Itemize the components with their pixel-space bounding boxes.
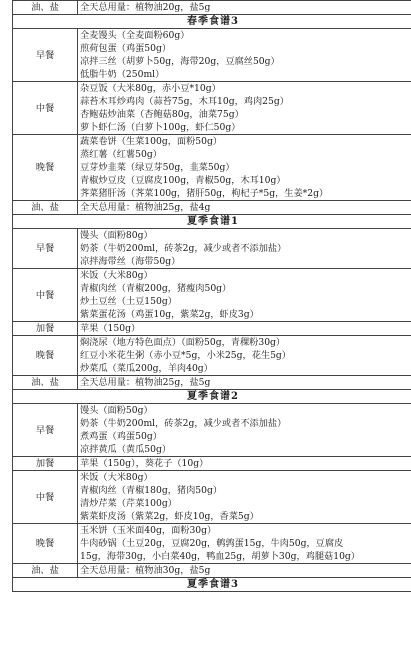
meal-row xyxy=(13,1,411,15)
meal-row xyxy=(13,29,411,82)
meal-label: 加餐 xyxy=(13,322,78,336)
dish-line: 凉拌黄瓜（黄瓜50g） xyxy=(80,444,172,455)
dish-line: 蔬菜卷饼（生菜100g，面粉50g） xyxy=(80,136,223,147)
dish-line: 杂豆饭（大米80g，赤小豆*10g） xyxy=(80,83,221,94)
meal-row xyxy=(13,201,411,215)
meal-row xyxy=(13,404,411,457)
meal-row xyxy=(13,376,411,390)
meal-content xyxy=(78,269,411,322)
meal-label: 油、盐 xyxy=(13,376,78,390)
dish-line: 苹果（150g） xyxy=(80,323,141,334)
dish-line: 凉拌海带丝（海带50g） xyxy=(80,256,181,267)
dish-line: 蒸红薯（红薯50g） xyxy=(80,149,162,160)
dish-line: 煎荷包蛋（鸡蛋50g） xyxy=(80,43,172,54)
dish-line: 奶茶（牛奶200ml，砖茶2g，减少或者不添加盐） xyxy=(80,243,287,254)
dish-line: 15g，海带30g，小白菜40g，鸭血25g，胡萝卜30g，鸡腿菇10g） xyxy=(80,551,360,562)
meal-label: 早餐 xyxy=(13,229,78,269)
meal-content xyxy=(78,524,411,564)
meal-row xyxy=(13,229,411,269)
section-title: 夏季食谱3 xyxy=(13,578,411,592)
recipe-table xyxy=(12,0,411,592)
meal-row xyxy=(13,524,411,564)
meal-label: 晚餐 xyxy=(13,135,78,201)
dish-line: 杏鲍菇炒油菜（杏鲍菇80g，油菜75g） xyxy=(80,109,244,120)
meal-label: 中餐 xyxy=(13,471,78,524)
dish-line: 焖浇尿（地方特色面点）（面粉50g，青稞粉30g） xyxy=(80,337,286,348)
section-title-row xyxy=(13,15,411,29)
meal-label: 油、盐 xyxy=(13,1,78,15)
meal-row xyxy=(13,471,411,524)
meal-label: 油、盐 xyxy=(13,201,78,215)
dish-line: 炒菜瓜（菜瓜200g，羊肉40g） xyxy=(80,363,213,374)
section-title: 夏季食谱2 xyxy=(13,390,411,404)
meal-content xyxy=(78,29,411,82)
meal-content xyxy=(78,201,411,215)
recipe-table-page xyxy=(12,0,407,592)
meal-row xyxy=(13,336,411,376)
dish-line: 低脂牛奶（250ml） xyxy=(80,69,165,80)
meal-row xyxy=(13,457,411,471)
dish-line: 煮鸡蛋（鸡蛋50g） xyxy=(80,431,162,442)
section-title: 春季食谱3 xyxy=(13,15,411,29)
meal-content xyxy=(78,1,411,15)
meal-content xyxy=(78,82,411,135)
meal-row xyxy=(13,564,411,578)
dish-line: 馒头（面粉80g） xyxy=(80,230,153,241)
section-title-row xyxy=(13,390,411,404)
meal-content xyxy=(78,336,411,376)
dish-line: 奶茶（牛奶200ml，砖茶2g，减少或者不添加盐） xyxy=(80,418,287,429)
dish-line: 全天总用量：植物油20g，盐5g xyxy=(80,2,211,13)
meal-label: 中餐 xyxy=(13,82,78,135)
dish-line: 全天总用量：植物油30g，盐5g xyxy=(80,565,211,576)
dish-line: 蒜苔木耳炒鸡肉（蒜苔75g，木耳10g，鸡肉25g） xyxy=(80,96,289,107)
meal-row xyxy=(13,269,411,322)
dish-line: 青椒炒豆皮（豆腐皮100g，青椒50g，木耳10g） xyxy=(80,175,286,186)
meal-content xyxy=(78,322,411,336)
dish-line: 炒土豆丝（土豆150g） xyxy=(80,296,177,307)
meal-content xyxy=(78,376,411,390)
section-title-row xyxy=(13,578,411,592)
dish-line: 米饭（大米80g） xyxy=(80,472,153,483)
meal-label: 早餐 xyxy=(13,404,78,457)
meal-label: 中餐 xyxy=(13,269,78,322)
meal-label: 油、盐 xyxy=(13,564,78,578)
meal-label: 晚餐 xyxy=(13,336,78,376)
meal-content xyxy=(78,404,411,457)
dish-line: 红豆小米花生粥（赤小豆*5g，小米25g，花生5g） xyxy=(80,350,291,361)
dish-line: 米饭（大米80g） xyxy=(80,270,153,281)
dish-line: 凉拌三丝（胡萝卜50g，海带20g，豆腐丝50g） xyxy=(80,56,280,67)
meal-label: 加餐 xyxy=(13,457,78,471)
dish-line: 玉米饼（玉米面40g，面粉30g） xyxy=(80,525,217,536)
meal-label: 早餐 xyxy=(13,29,78,82)
dish-line: 青椒肉丝（青椒180g，猪肉50g） xyxy=(80,485,223,496)
meal-row xyxy=(13,322,411,336)
meal-content xyxy=(78,564,411,578)
dish-line: 馒头（面粉50g） xyxy=(80,405,153,416)
dish-line: 苹果（150g），葵花子（10g） xyxy=(80,458,209,469)
dish-line: 萝卜虾仁汤（白萝卜100g，虾仁50g） xyxy=(80,122,241,133)
recipe-table-body xyxy=(13,1,411,592)
section-title-row xyxy=(13,215,411,229)
meal-content xyxy=(78,135,411,201)
dish-line: 全麦馒头（全麦面粉60g） xyxy=(80,30,190,41)
dish-line: 青椒肉丝（青椒200g，猪瘦肉50g） xyxy=(80,283,232,294)
dish-line: 紫菜蛋花汤（鸡蛋10g，紫菜2g，虾皮3g） xyxy=(80,309,259,320)
meal-content xyxy=(78,229,411,269)
dish-line: 全天总用量：植物油25g，盐4g xyxy=(80,202,211,213)
dish-line: 全天总用量：植物油25g，盐5g xyxy=(80,377,211,388)
dish-line: 荠菜猪肝汤（荠菜100g，猪肝50g，枸杞子*5g，生姜*2g） xyxy=(80,188,329,199)
meal-row xyxy=(13,135,411,201)
dish-line: 紫菜虾皮汤（紫菜2g，虾皮10g，香菜5g） xyxy=(80,511,259,522)
meal-content xyxy=(78,457,411,471)
dish-line: 豆芽炒韭菜（绿豆芽50g，韭菜50g） xyxy=(80,162,235,173)
dish-line: 牛肉砂锅（土豆20g，豆腐20g，鹌鹑蛋15g，牛肉50g，豆腐皮 xyxy=(80,538,344,549)
meal-content xyxy=(78,471,411,524)
section-title: 夏季食谱1 xyxy=(13,215,411,229)
meal-row xyxy=(13,82,411,135)
dish-line: 清炒芹菜（芹菜100g） xyxy=(80,498,177,509)
meal-label: 晚餐 xyxy=(13,524,78,564)
